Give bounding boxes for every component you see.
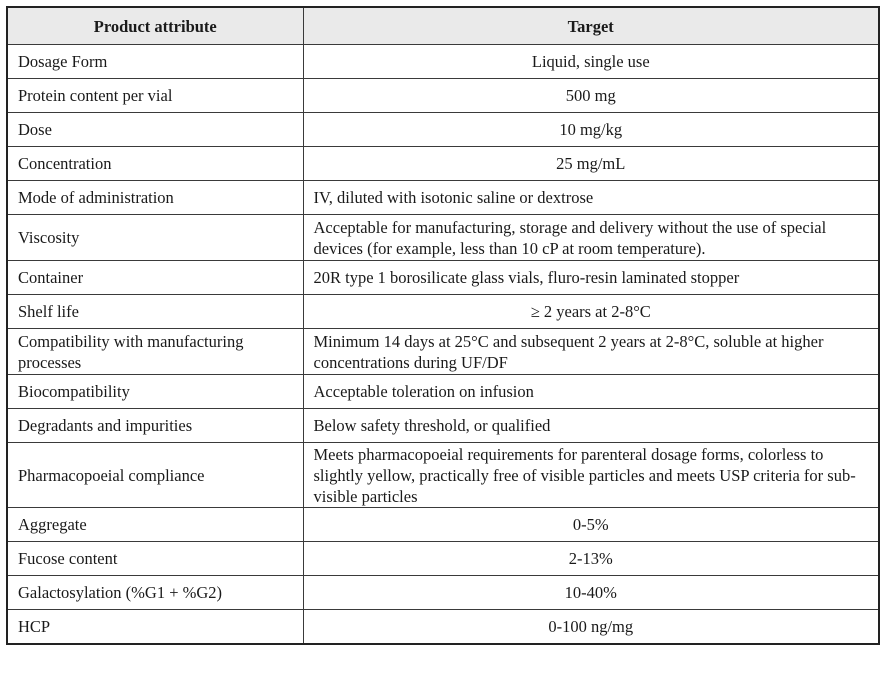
target-cell: 25 mg/mL (303, 147, 879, 181)
target-cell: Acceptable for manufacturing, storage and delivery without the use of special devices (for example, less than 10 cP at room temperature). (303, 215, 879, 261)
target-cell: 10-40% (303, 576, 879, 610)
target-cell: ≥ 2 years at 2-8°C (303, 295, 879, 329)
header-target: Target (303, 7, 879, 45)
table-row (7, 508, 879, 542)
table-row (7, 147, 879, 181)
target-cell: IV, diluted with isotonic saline or dextrose (303, 181, 879, 215)
target-cell: 0-5% (303, 508, 879, 542)
target-cell: 0-100 ng/mg (303, 610, 879, 645)
table-row (7, 113, 879, 147)
attribute-cell: Aggregate (7, 508, 303, 542)
target-cell: Below safety threshold, or qualified (303, 409, 879, 443)
table-row (7, 181, 879, 215)
target-cell: Acceptable toleration on infusion (303, 375, 879, 409)
attribute-cell: Container (7, 261, 303, 295)
attribute-cell: Mode of administration (7, 181, 303, 215)
table-row (7, 45, 879, 79)
attribute-cell: Compatibility with manufacturing processes (7, 329, 303, 375)
table-row (7, 79, 879, 113)
target-cell: 500 mg (303, 79, 879, 113)
attribute-cell: Galactosylation (%G1 + %G2) (7, 576, 303, 610)
table-row (7, 329, 879, 375)
table-row (7, 375, 879, 409)
attribute-cell: Biocompatibility (7, 375, 303, 409)
table-row (7, 576, 879, 610)
header-product-attribute: Product attribute (7, 7, 303, 45)
attribute-cell: Pharmacopoeial compliance (7, 443, 303, 508)
table-row (7, 215, 879, 261)
attribute-cell: Viscosity (7, 215, 303, 261)
table-row (7, 261, 879, 295)
table-row (7, 610, 879, 645)
attribute-cell: Shelf life (7, 295, 303, 329)
target-cell: 10 mg/kg (303, 113, 879, 147)
attribute-cell: Dosage Form (7, 45, 303, 79)
target-cell: Meets pharmacopoeial requirements for parenteral dosage forms, colorless to slightly yellow, practically free of visible particles and meets USP criteria for sub-visible particles (303, 443, 879, 508)
attribute-cell: Protein content per vial (7, 79, 303, 113)
table-row (7, 409, 879, 443)
attribute-cell: Degradants and impurities (7, 409, 303, 443)
table-header-row (7, 7, 879, 45)
target-cell: 2-13% (303, 542, 879, 576)
attribute-cell: Dose (7, 113, 303, 147)
attribute-cell: Concentration (7, 147, 303, 181)
target-cell: Minimum 14 days at 25°C and subsequent 2 years at 2-8°C, soluble at higher concentrations during UF/DF (303, 329, 879, 375)
target-cell: 20R type 1 borosilicate glass vials, fluro-resin laminated stopper (303, 261, 879, 295)
product-attributes-table (6, 6, 880, 645)
attribute-cell: HCP (7, 610, 303, 645)
attribute-cell: Fucose content (7, 542, 303, 576)
target-cell: Liquid, single use (303, 45, 879, 79)
table-row (7, 542, 879, 576)
table-row (7, 295, 879, 329)
table-row (7, 443, 879, 508)
